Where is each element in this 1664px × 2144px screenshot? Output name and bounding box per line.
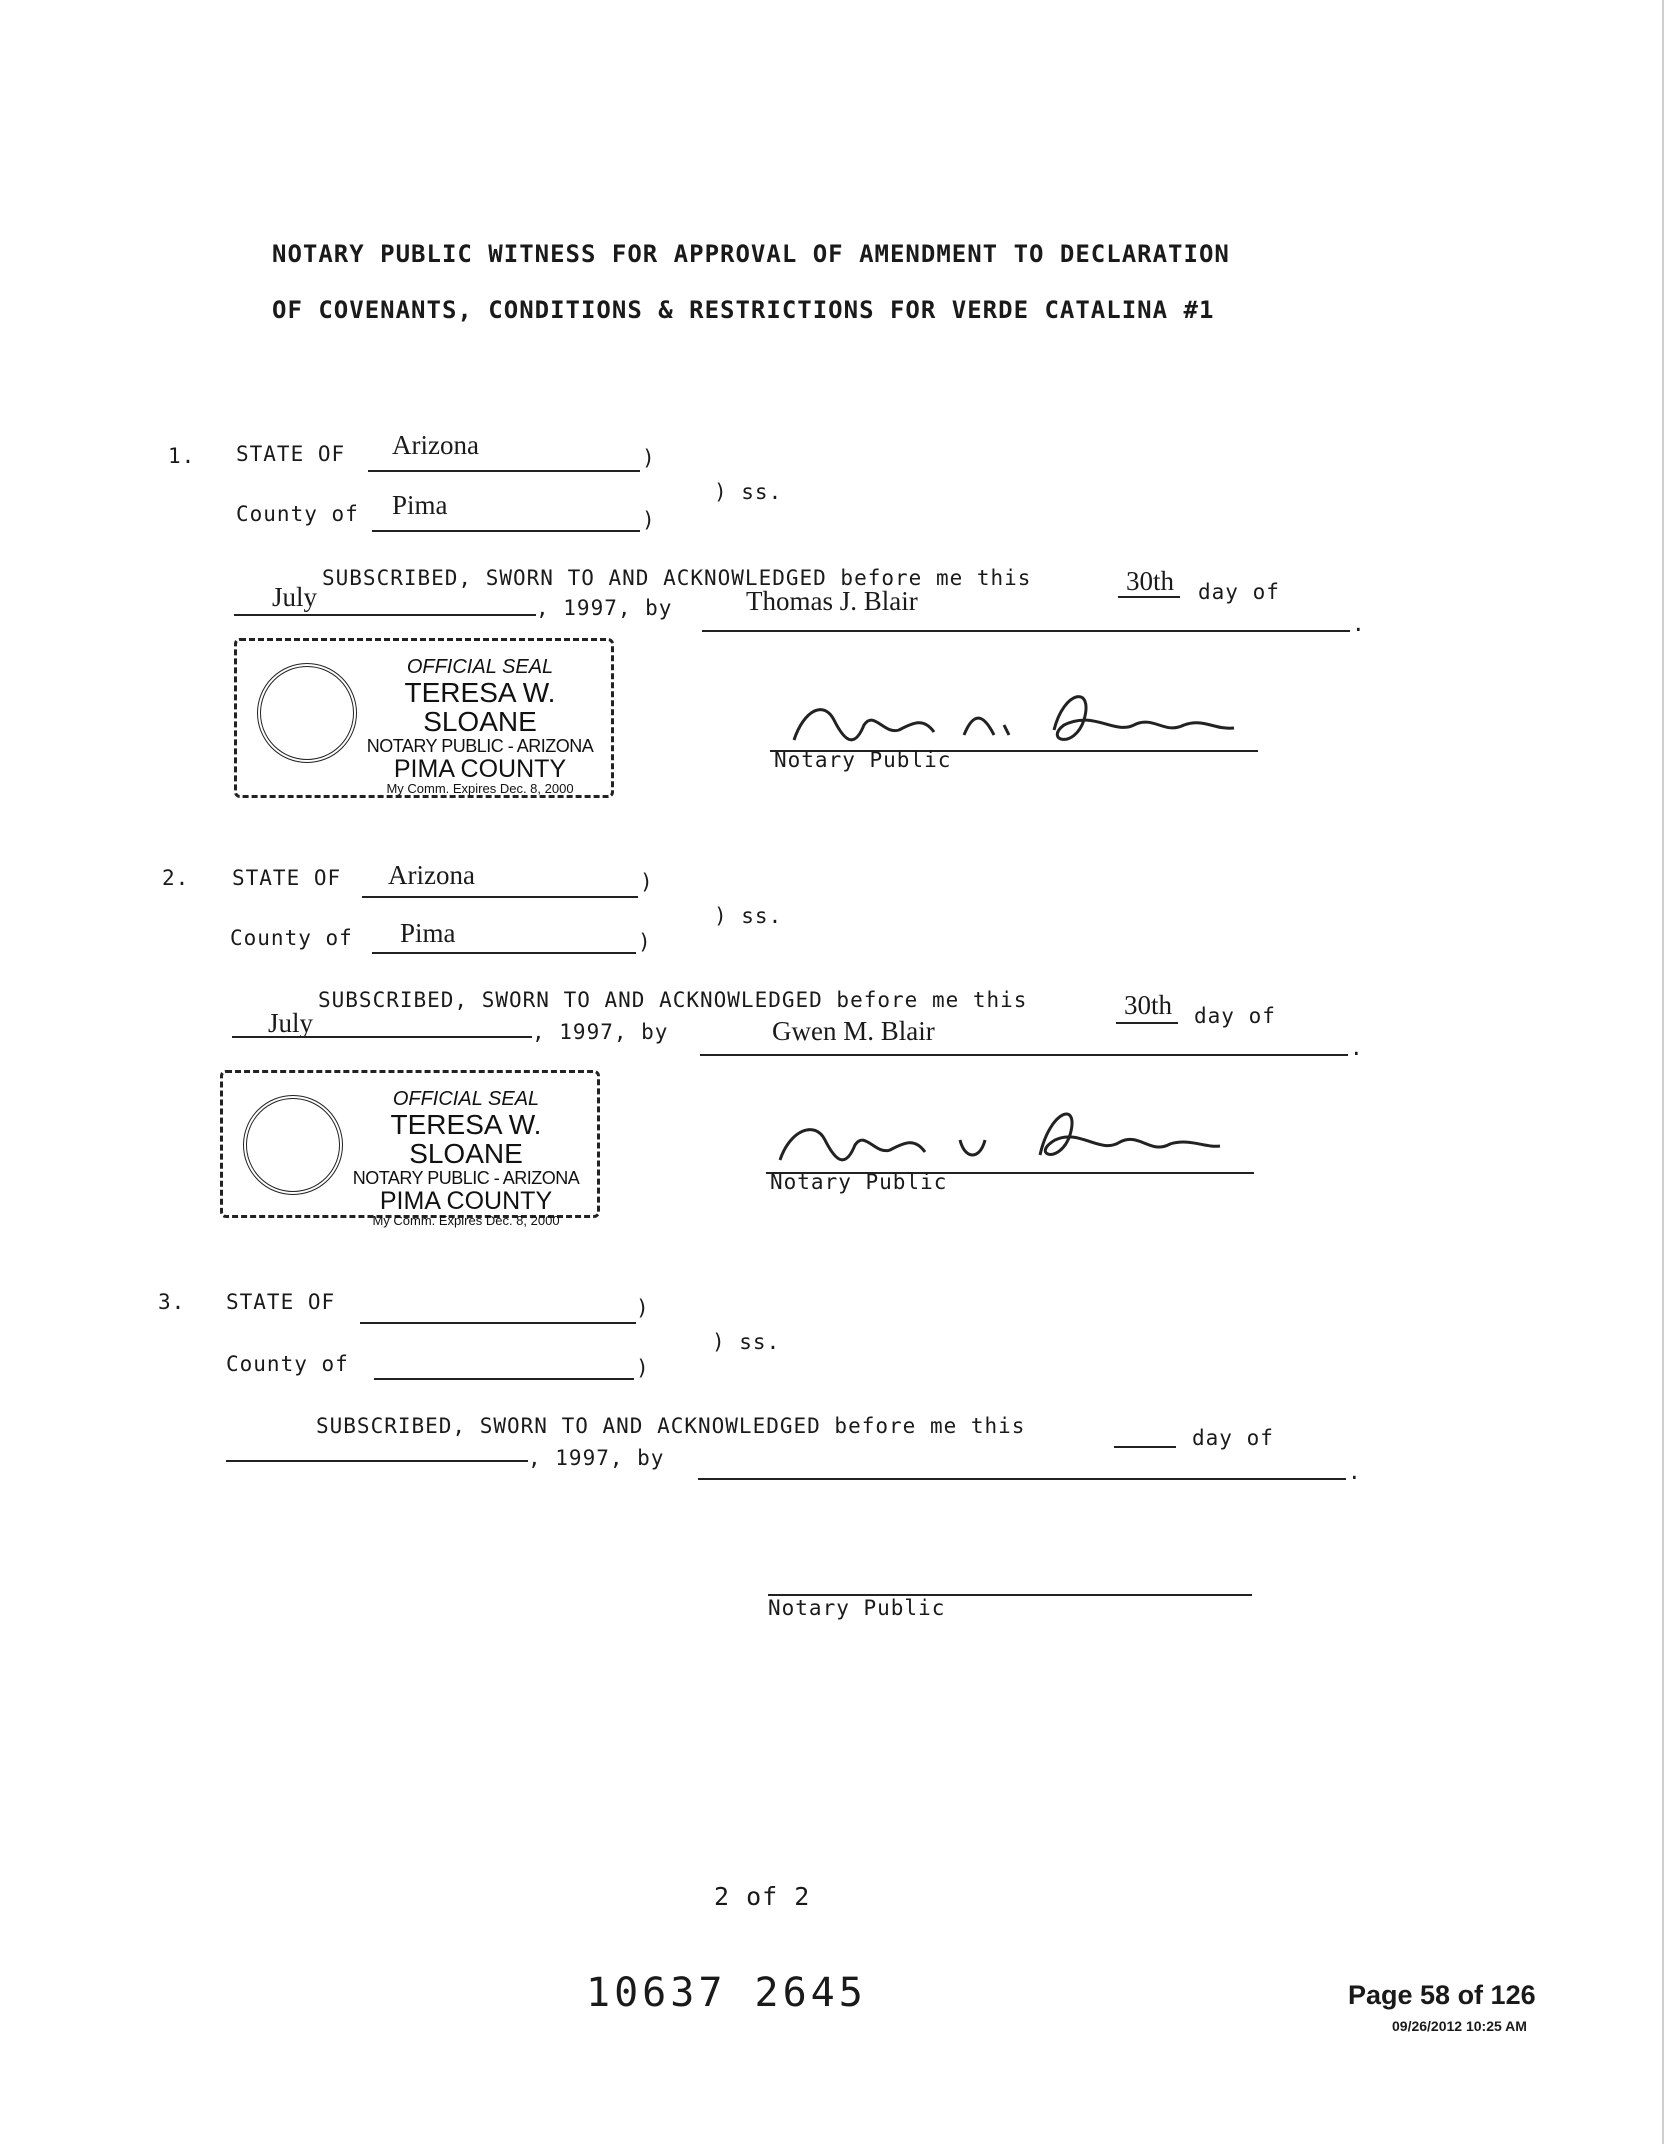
paren: )	[638, 930, 652, 954]
period: .	[1350, 1036, 1364, 1060]
notary-public-label: Notary Public	[774, 748, 952, 772]
period: .	[1348, 1460, 1362, 1484]
state-value: Arizona	[388, 860, 475, 890]
seal-notary: NOTARY PUBLIC - ARIZONA	[352, 1167, 580, 1188]
county-line	[374, 1378, 634, 1380]
day-of-label: day of	[1192, 1426, 1274, 1450]
state-line	[368, 470, 640, 472]
recording-number: 10637 2645	[586, 1970, 867, 2016]
year-by-label: , 1997, by	[536, 596, 673, 620]
by-line	[700, 1054, 1348, 1056]
subscribed-text: SUBSCRIBED, SWORN TO AND ACKNOWLEDGED before me this	[316, 1414, 1026, 1438]
entry-number: 3.	[158, 1290, 186, 1314]
seal-official: OFFICIAL SEAL	[392, 1088, 540, 1110]
state-seal-emblem	[243, 1095, 343, 1195]
ss-label: ) ss.	[712, 1330, 781, 1354]
print-timestamp: 09/26/2012 10:25 AM	[1392, 2018, 1527, 2034]
day-value: 30th	[1124, 990, 1173, 1020]
county-of-label: County of	[230, 926, 353, 950]
county-value: Pima	[392, 490, 448, 520]
state-value: Arizona	[392, 430, 479, 460]
document-title-line-2: OF COVENANTS, CONDITIONS & RESTRICTIONS FOR VERDE CATALINA #1	[272, 296, 1215, 324]
state-of-label: STATE OF	[232, 866, 342, 890]
seal-name: TERESA W. SLOANE	[404, 677, 556, 738]
by-line	[698, 1478, 1346, 1480]
year-by-label: , 1997, by	[528, 1446, 665, 1470]
paren: )	[640, 870, 654, 894]
state-seal-emblem	[257, 663, 357, 763]
day-line	[1116, 1022, 1178, 1024]
page-of-text: 2 of 2	[714, 1882, 811, 1911]
notary-signature	[760, 1100, 1240, 1180]
county-value: Pima	[400, 918, 456, 948]
county-line	[372, 952, 636, 954]
day-line	[1118, 596, 1180, 598]
month-line	[234, 614, 536, 616]
seal-name: TERESA W. SLOANE	[390, 1109, 542, 1170]
seal-official: OFFICIAL SEAL	[406, 656, 554, 678]
notary-seal	[220, 1070, 600, 1228]
ss-label: ) ss.	[714, 480, 783, 504]
document-title-line-1: NOTARY PUBLIC WITNESS FOR APPROVAL OF AMENDMENT TO DECLARATION	[272, 240, 1230, 268]
seal-county: PIMA COUNTY	[379, 1186, 553, 1215]
subscribed-text: SUBSCRIBED, SWORN TO AND ACKNOWLEDGED before me this	[318, 988, 1028, 1012]
entry-number: 2.	[162, 866, 190, 890]
state-of-label: STATE OF	[226, 1290, 336, 1314]
month-line	[232, 1036, 532, 1038]
seal-expiry: My Comm. Expires Dec. 8, 2000	[386, 780, 574, 796]
period: .	[1352, 612, 1366, 636]
by-value: Thomas J. Blair	[746, 586, 918, 616]
notary-public-label: Notary Public	[768, 1596, 946, 1620]
month-value: July	[272, 582, 318, 612]
paren: )	[636, 1296, 650, 1320]
state-line	[362, 896, 638, 898]
subscribed-text: SUBSCRIBED, SWORN TO AND ACKNOWLEDGED before me this	[322, 566, 1032, 590]
paren: )	[642, 508, 656, 532]
county-of-label: County of	[226, 1352, 349, 1376]
day-of-label: day of	[1194, 1004, 1276, 1028]
day-line	[1114, 1446, 1176, 1448]
notary-public-label: Notary Public	[770, 1170, 948, 1194]
month-line	[226, 1460, 528, 1462]
state-line	[360, 1322, 636, 1324]
by-value: Gwen M. Blair	[772, 1016, 935, 1046]
notary-seal	[234, 638, 614, 798]
state-of-label: STATE OF	[236, 442, 346, 466]
seal-notary: NOTARY PUBLIC - ARIZONA	[366, 735, 594, 756]
day-value: 30th	[1126, 566, 1175, 596]
ss-label: ) ss.	[714, 904, 783, 928]
by-line	[702, 630, 1350, 632]
county-line	[372, 530, 640, 532]
county-of-label: County of	[236, 502, 359, 526]
month-value: July	[268, 1008, 314, 1038]
seal-county: PIMA COUNTY	[393, 754, 567, 783]
paren: )	[636, 1356, 650, 1380]
year-by-label: , 1997, by	[532, 1020, 669, 1044]
paren: )	[642, 446, 656, 470]
seal-expiry: My Comm. Expires Dec. 8, 2000	[372, 1212, 560, 1228]
entry-number: 1.	[168, 444, 196, 468]
page-counter: Page 58 of 126	[1348, 1980, 1536, 2010]
day-of-label: day of	[1198, 580, 1280, 604]
